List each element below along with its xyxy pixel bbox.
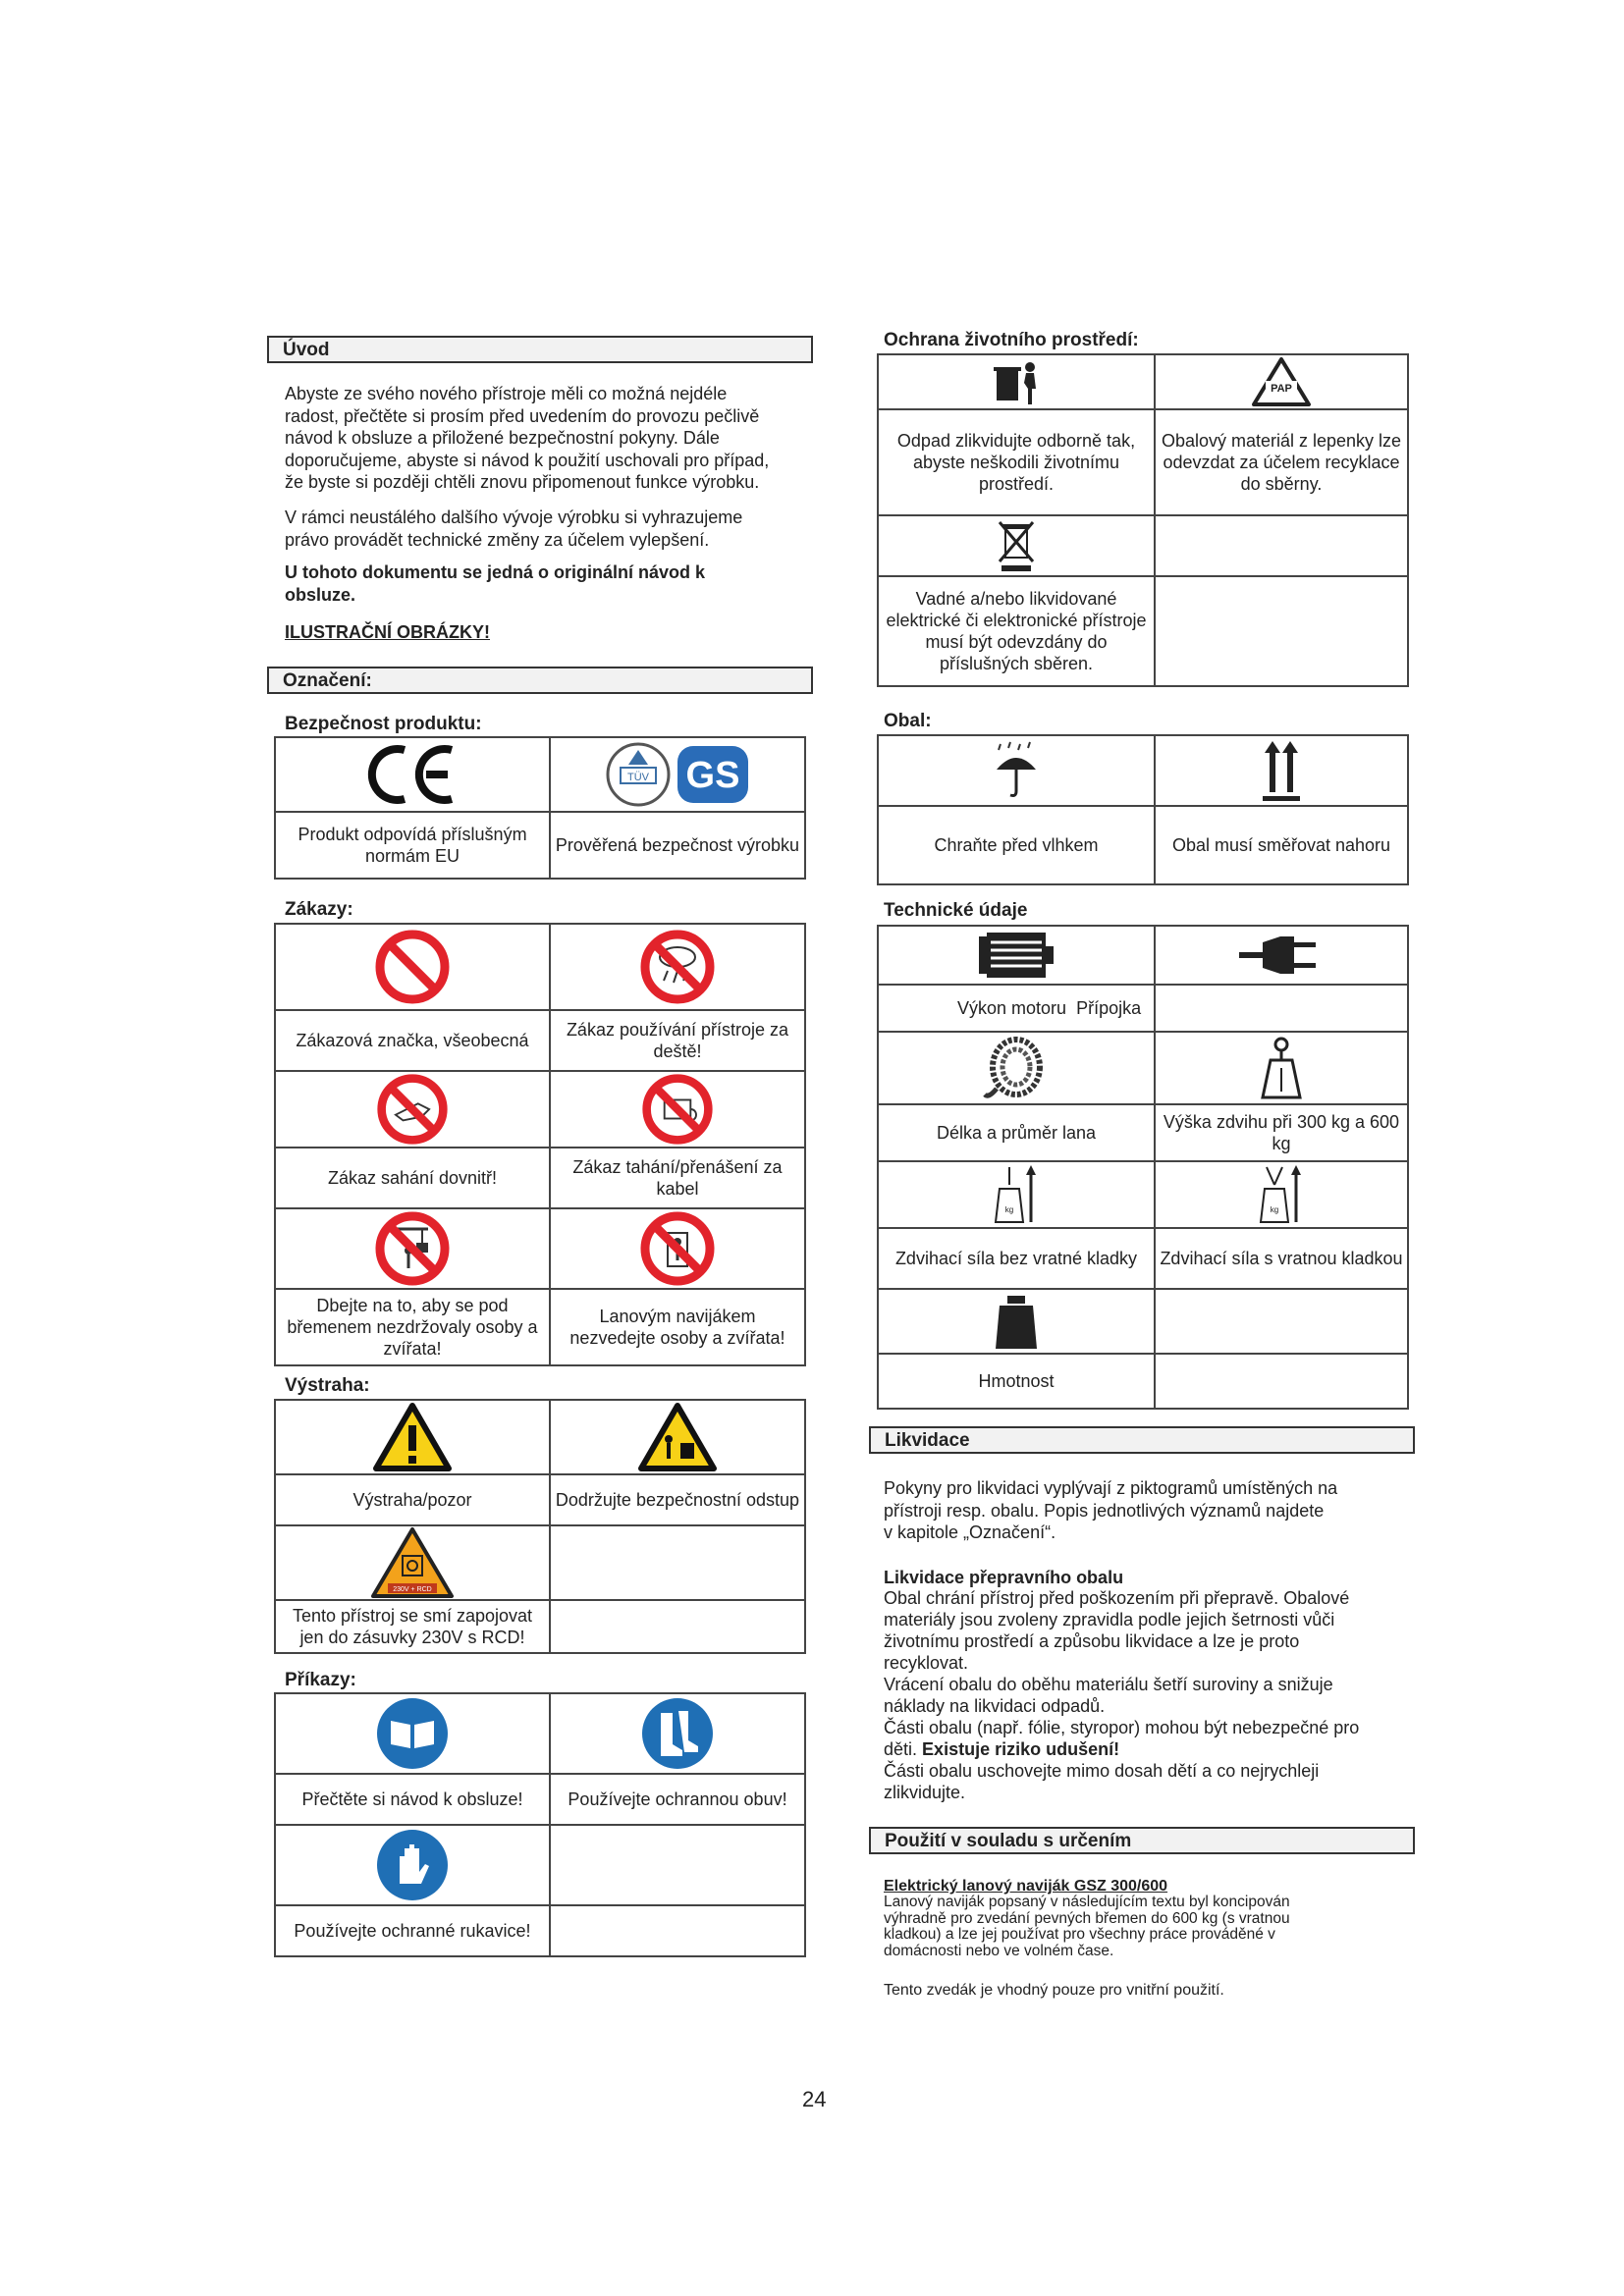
- no-cable-pull-cell: [550, 1071, 805, 1148]
- ce-mark-cell: [275, 737, 550, 812]
- cardboard-caption: Obalový materiál z lepenky lze odevzdat za účelem recyklace do sběrny.: [1155, 409, 1408, 515]
- no-cable-pull-caption: Zákaz tahání/přenášení za kabel: [550, 1148, 805, 1208]
- technical-data-title: Technické údaje: [884, 900, 1028, 921]
- text-line: Části obalu (např. fólie, styropor) mohou být nebezpečné pro: [884, 1718, 1360, 1737]
- rcd-warning-cell: [275, 1525, 550, 1600]
- rope-coil-icon: [977, 1034, 1056, 1102]
- lifting-force-pulley-icon: [1257, 1163, 1306, 1226]
- packaging-table: [877, 734, 1409, 885]
- empty-cell: [1155, 576, 1408, 686]
- read-manual-caption: Přečtěte si návod k obsluze!: [275, 1774, 550, 1825]
- no-pulley-cell: [878, 1161, 1155, 1228]
- text-line: Pokyny pro likvidaci vyplývají z piktogramů umístěných na: [884, 1478, 1338, 1498]
- connection-label: Přípojka: [1076, 998, 1142, 1018]
- cardboard-cell: [1155, 354, 1408, 409]
- motor-icon: [977, 929, 1056, 982]
- gloves-caption: Používejte ochranné rukavice!: [275, 1905, 550, 1956]
- general-prohibition-cell: [275, 924, 550, 1010]
- this-side-up-icon: [1257, 739, 1306, 802]
- empty-cell: [1155, 1354, 1408, 1409]
- lift-height-icon: [1257, 1035, 1306, 1101]
- tuv-gs-cell: [550, 737, 805, 812]
- dispose-properly-icon: [987, 357, 1046, 406]
- keep-dry-umbrella-icon: [987, 740, 1046, 801]
- text-line: kladkou) a lze jej používat pro všechny práce prováděné v: [884, 1926, 1275, 1943]
- warning-triangle-icon: [372, 1402, 453, 1472]
- text-line: výhradně pro zvedání pevných břemen do 600 kg (s vratnou: [884, 1909, 1290, 1927]
- this-side-up-caption: Obal musí směřovat nahoru: [1155, 806, 1408, 884]
- intended-use-text: [884, 1895, 1434, 1959]
- svg-text:GS: GS: [685, 755, 740, 796]
- weight-icon: [992, 1292, 1041, 1351]
- under-load-cell: [275, 1208, 550, 1289]
- kg-label: kg: [1004, 1205, 1014, 1214]
- weee-bin-icon: [994, 518, 1039, 573]
- empty-cell: [1155, 1289, 1408, 1354]
- empty-cell: [1155, 515, 1408, 576]
- no-persons-under-load-icon: [373, 1209, 452, 1288]
- lifting-force-icon: [992, 1163, 1041, 1226]
- with-pulley-cell: [1155, 1161, 1408, 1228]
- weee-cell: [878, 515, 1155, 576]
- no-lifting-persons-icon: [638, 1209, 717, 1288]
- text-line: Lanový naviják popsaný v následujícím textu byl koncipován: [884, 1894, 1290, 1910]
- intro-header: Úvod: [267, 336, 813, 363]
- general-prohibition-caption: Zákazová značka, všeobecná: [275, 1010, 550, 1071]
- text-line: že byste si později chtěli znovu připomenout funkce výrobku.: [285, 472, 760, 492]
- empty-cell: [550, 1600, 805, 1653]
- text-line: děti.: [884, 1739, 918, 1759]
- gs-caption: Prověřená bezpečnost výrobku: [550, 812, 805, 879]
- text-line: radost, přečtěte si prosím před uvedením do provozu pečlivě: [285, 405, 760, 426]
- with-pulley-caption: Zdvihací síla s vratnou kladkou: [1155, 1228, 1408, 1289]
- text-line: Obal chrání přístroj před poškozením při přepravě. Obalové: [884, 1588, 1350, 1608]
- safety-gloves-icon: [374, 1827, 451, 1903]
- no-lift-persons-caption: Lanovým navijákem nezvedejte osoby a zvířata!: [550, 1289, 805, 1365]
- under-load-caption: Dbejte na to, aby se pod břemenem nezdržovaly osoby a zvířata!: [275, 1289, 550, 1365]
- no-pulley-caption: Zdvihací síla bez vratné kladky: [878, 1228, 1155, 1289]
- suffocation-warning: Existuje riziko udušení!: [922, 1739, 1120, 1759]
- text-line: domácnosti nebo ve volném čase.: [884, 1942, 1114, 1959]
- text-line: právo provádět technické změny za účelem vylepšení.: [285, 529, 710, 550]
- mandatory-title: Příkazy:: [285, 1670, 356, 1690]
- weight-caption: Hmotnost: [878, 1354, 1155, 1409]
- power-plug-icon: [1237, 929, 1326, 982]
- weee-caption: Vadné a/nebo likvidované elektrické či elektronické přístroje musí být odevzdány do příslušných sběren.: [878, 576, 1155, 686]
- tuv-logo-text: TÜV: [627, 772, 649, 783]
- product-safety-table: [274, 736, 806, 880]
- rcd-sign-text: 230V + RCD: [393, 1586, 432, 1593]
- technical-data-table: [877, 925, 1409, 1410]
- safety-distance-caption: Dodržujte bezpečnostní odstup: [550, 1474, 805, 1525]
- mandatory-table: [274, 1692, 806, 1957]
- text-line: přístroji resp. obalu. Popis jednotlivých významů najdete: [884, 1500, 1325, 1521]
- page-number: 24: [802, 2087, 827, 2111]
- original-manual-note: [285, 561, 835, 606]
- illustrations-link[interactable]: ILUSTRAČNÍ OBRÁZKY!: [285, 622, 490, 642]
- no-cable-pull-icon: [640, 1072, 715, 1147]
- safety-boots-icon: [639, 1695, 716, 1772]
- this-side-up-cell: [1155, 735, 1408, 806]
- safety-shoes-cell: [550, 1693, 805, 1774]
- text-line: životnímu prostředí a způsobu likvidace a lze je proto: [884, 1631, 1300, 1651]
- ce-caption: Produkt odpovídá příslušným normám EU: [275, 812, 550, 879]
- environment-table: [877, 353, 1409, 687]
- connection-cell: [1155, 926, 1408, 985]
- pap-label: PAP: [1271, 383, 1292, 395]
- motor-power-label: Výkon motoru: [957, 998, 1067, 1018]
- read-manual-cell: [275, 1693, 550, 1774]
- waste-cell: [878, 354, 1155, 409]
- text-line: doporučujeme, abyste si návod k použití uschovali pro případ,: [285, 450, 770, 470]
- waste-caption: Odpad zlikvidujte odborně tak, abyste neškodili životnímu prostředí.: [878, 409, 1155, 515]
- no-reach-caption: Zákaz sahání dovnitř!: [275, 1148, 550, 1208]
- disposal-header: Likvidace: [869, 1426, 1415, 1454]
- prohibitions-table: [274, 923, 806, 1366]
- general-warning-caption: Výstraha/pozor: [275, 1474, 550, 1525]
- motor-power-caption: [878, 985, 1155, 1032]
- lift-height-cell: [1155, 1032, 1408, 1104]
- no-reach-in-icon: [375, 1072, 450, 1147]
- empty-cell: [550, 1905, 805, 1956]
- safety-distance-icon: [637, 1402, 718, 1472]
- indoor-use-note: Tento zvedák je vhodný pouze pro vnitřní použití.: [884, 1982, 1224, 1999]
- no-rain-use-icon: [638, 928, 717, 1006]
- no-reach-cell: [275, 1071, 550, 1148]
- text-line: V rámci neustálého dalšího vývoje výrobku si vyhrazujeme: [285, 507, 743, 527]
- disposal-intro: [884, 1477, 1434, 1544]
- gloves-cell: [275, 1825, 550, 1905]
- empty-cell: [1155, 985, 1408, 1032]
- kg-label: kg: [1270, 1205, 1279, 1214]
- intended-use-header: Použití v souladu s určením: [869, 1827, 1415, 1854]
- empty-cell: [550, 1825, 805, 1905]
- product-name-link[interactable]: Elektrický lanový naviják GSZ 300/600: [884, 1878, 1168, 1895]
- no-lift-persons-cell: [550, 1208, 805, 1289]
- environment-title: Ochrana životního prostředí:: [884, 330, 1139, 350]
- pap-recycle-icon: [1250, 355, 1313, 408]
- weight-cell: [878, 1289, 1155, 1354]
- rcd-socket-warning-icon: [370, 1526, 455, 1599]
- text-line: materiály jsou zvoleny zpravidla podle jejich šetrnosti vůči: [884, 1610, 1335, 1629]
- text-line: zlikvidujte.: [884, 1783, 966, 1802]
- empty-cell: [550, 1525, 805, 1600]
- text-line: Části obalu uschovejte mimo dosah dětí a co nejrychleji: [884, 1761, 1320, 1781]
- no-rain-cell: [550, 924, 805, 1010]
- keep-dry-caption: Chraňte před vlhkem: [878, 806, 1155, 884]
- markings-header: Označení:: [267, 667, 813, 694]
- no-rain-caption: Zákaz používání přístroje za deště!: [550, 1010, 805, 1071]
- text-line: návod k obsluze a přiložené bezpečnostní pokyny. Dále: [285, 428, 720, 448]
- text-line: Vrácení obalu do oběhu materiálu šetří suroviny a snižuje: [884, 1675, 1333, 1694]
- motor-power-cell: [878, 926, 1155, 985]
- rcd-warning-caption: Tento přístroj se smí zapojovat jen do zásuvky 230V s RCD!: [275, 1600, 550, 1653]
- intro-paragraph-2: [285, 507, 835, 551]
- no-entry-sign-icon: [373, 928, 452, 1006]
- text-line: obsluze.: [285, 584, 356, 605]
- text-line: Abyste ze svého nového přístroje měli co možná nejdéle: [285, 384, 728, 403]
- transport-packaging-subtitle: Likvidace přepravního obalu: [884, 1568, 1124, 1587]
- tuv-gs-logo-icon: [599, 740, 756, 809]
- transport-packaging-text: [884, 1587, 1434, 1803]
- safety-distance-cell: [550, 1400, 805, 1474]
- text-line: U tohoto dokumentu se jedná o originální návod k: [285, 562, 706, 582]
- ce-mark-icon: [365, 742, 460, 807]
- text-line: náklady na likvidaci odpadů.: [884, 1696, 1106, 1716]
- packaging-title: Obal:: [884, 711, 932, 731]
- rope-cell: [878, 1032, 1155, 1104]
- general-warning-cell: [275, 1400, 550, 1474]
- warning-table: [274, 1399, 806, 1654]
- intro-paragraph: [285, 383, 835, 494]
- lift-height-caption: Výška zdvihu při 300 kg a 600 kg: [1155, 1104, 1408, 1161]
- safety-shoes-caption: Používejte ochrannou obuv!: [550, 1774, 805, 1825]
- rope-caption: Délka a průměr lana: [878, 1104, 1155, 1161]
- text-line: v kapitole „Označení“.: [884, 1522, 1056, 1542]
- warning-title: Výstraha:: [285, 1375, 370, 1396]
- read-manual-icon: [374, 1695, 451, 1772]
- prohibitions-title: Zákazy:: [285, 899, 353, 920]
- product-safety-title: Bezpečnost produktu:: [285, 714, 482, 734]
- text-line: recyklovat.: [884, 1653, 969, 1673]
- keep-dry-cell: [878, 735, 1155, 806]
